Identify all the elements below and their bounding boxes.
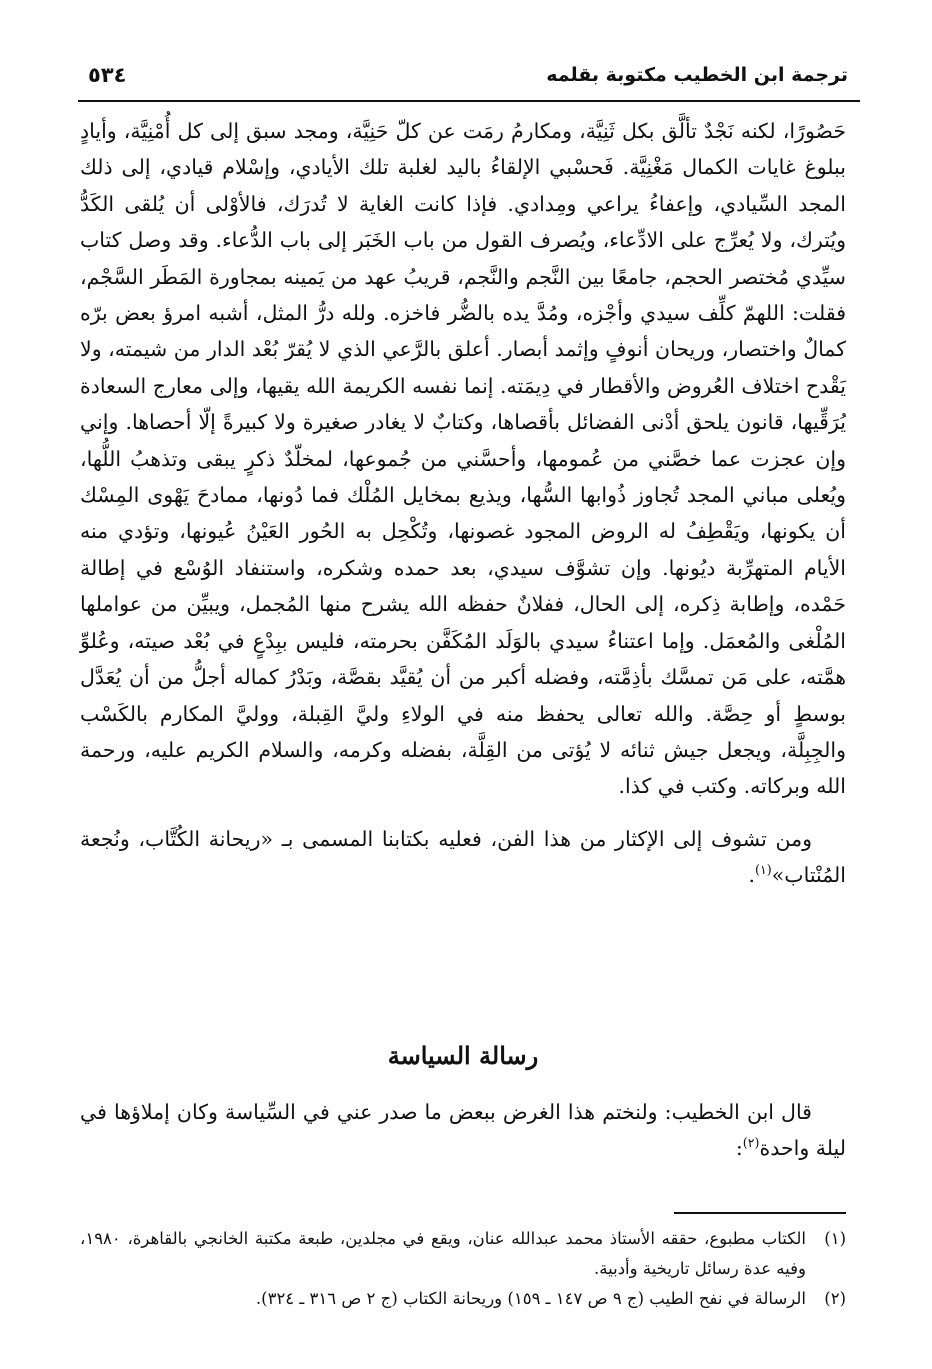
footnotes [80, 1224, 846, 1314]
footnote-text: الرسالة في نفح الطيب (ج ٩ ص ١٤٧ ـ ١٥٩) وريحانة الكتاب (ج ٢ ص ٣١٦ ـ ٣٢٤). [255, 1289, 806, 1308]
paragraph [80, 113, 846, 805]
section-heading: رسالة السياسة [387, 1041, 539, 1070]
footnote [80, 1224, 846, 1284]
paragraph-end: . [748, 863, 755, 888]
paragraph-text: حَصُورًا، لكنه نَجْدٌ تألَّق بكل ثَنِيَّة، ومكارمُ رمَت عن كلّ حَنِيَّة، ومجد سبق إلى كل أُمْنِيَّة، وأيادٍ ببلوغ غايات الكمال مَغْنِيَّة. فَحسْبي الإلقاءُ باليد لغلبة تلك الأيادي، وإسْلام قيادي، إلى ذلك المجد السِّيادي، وإعفاءُ يراعي ومِدادي. فإذا كانت الغاية لا تُدرَك، فالأوْلى أن يُلقى الكَدُّ ويُترك، ولا يُعرِّج على الادِّعاء، ويُصرف القول من باب الخَبَر إلى باب الدُّعاء. وقد وصل كتاب سيِّدي مُختصر الحجم، جامعًا بين النَّجم والنَّجم، قريبُ عهد من يَمينه بمجاورة المَطَر السَّجْم، فقلت: اللهمّ كلِّف سيدي وأجْزه، ومُدَّ يده بالضُّر فاخزه. ولله درُّ المثل، أشبه امرؤ بعض برّه كمالٌ واختصار، وريحان أنوفٍ وإثمد أبصار. أعلق بالرَّعي الذي لا يُقرّ بُعْد الدار من شيمته، ولا يَقْدح اختلاف العُروض والأقطار في دِيمَته. إنما نفسه الكريمة الله يقيها، وإلى معارج السعادة يُرَقِّيها، قانون يلحق أدْنى الفضائل بأقصاها، وكتابٌ لا يغادر صغيرة ولا كبيرةً إلّا أحصاها. وإني وإن عجزت عما خصَّني من عُمومها، وأحسَّني من جُموعها، لمخلّدٌ ذكرٍ يبقى وتذهبُ اللُّها، ويُعلى مباني المجد تُجاوز ذُوابها السُّها، ويذيع بمخايل المُلْك فما دُونها، ممادحَ يَهْوى المِسْك أن يكونها، ويَقْطِفُ له الروض المجود غصونها، وتُكْحِل به الحُور العَيْنُ عُيونها، وتؤدي منه الأيام المتهرِّبة ديُونها. وإن تشوَّف سيدي، بعد حمده وشكره، واستنفاد الوُسْع في إطالة حَمْده، وإطابة ذِكره، إلى الحال، ففلانٌ حفظه الله يشرح منها المُجمل، ويبيِّن من عواملها المُلْغى والمُعمَل. وإما اعتناءُ سيدي بالوَلَد المُكَفَّن بحرمته، فليس ببِدْعٍ في بُعْد صيته، وعُلوِّ همَّته، على مَن تمسَّك بأذِمَّته، وفضله أكبر من أن يُقيَّد بقصَّة، وبَدْرُ كماله أجلُّ من أن يُعَدَّل بوسطٍ أو حِصَّة. والله تعالى يحفظ منه في الولاءِ وليَّ القِبلة، ووليَّ المكارم بالكَسْب والجِبِلَّة، ويجعل جيش ثنائه لا يُؤتى من القِلَّة، بفضله وكرمه، والسلام الكريم عليه، ورحمة الله وبركاته. وكتب في كذا. [80, 119, 846, 799]
paragraph [80, 1094, 846, 1167]
section-text [80, 1094, 846, 1167]
running-title: ترجمة ابن الخطيب مكتوبة بقلمه [546, 64, 848, 86]
footnote-ref: (٢) [742, 1135, 760, 1151]
footnote-ref: (١) [754, 862, 772, 878]
footnote-text: الكتاب مطبوع، حققه الأستاذ محمد عبدالله عنان، ويقع في مجلدين، طبعة مكتبة الخانجي بالقاهرة، ١٩٨٠، وفيه عدة رسائل تاريخية وأدبية. [80, 1229, 806, 1278]
header-divider [78, 100, 860, 102]
paragraph-text: ومن تشوف إلى الإكثار من هذا الفن، فعليه بكتابنا المسمى بـ «ريحانة الكُتَّاب، ونُجعة المُنْتاب» [80, 826, 846, 888]
footnote-divider [674, 1212, 846, 1214]
footnote-number: (١) [824, 1229, 846, 1248]
paragraph-end: : [735, 1136, 743, 1161]
paragraph-text: قال ابن الخطيب: ولنختم هذا الغرض ببعض ما صدر عني في السِّياسة وكان إملاؤها في ليلة واحدة [80, 1100, 846, 1161]
footnote [80, 1284, 846, 1314]
main-text [80, 113, 846, 894]
page-number: ٥٣٤ [88, 63, 127, 87]
footnote-number: (٢) [824, 1289, 846, 1308]
page-header [82, 60, 860, 98]
paragraph [80, 821, 846, 894]
